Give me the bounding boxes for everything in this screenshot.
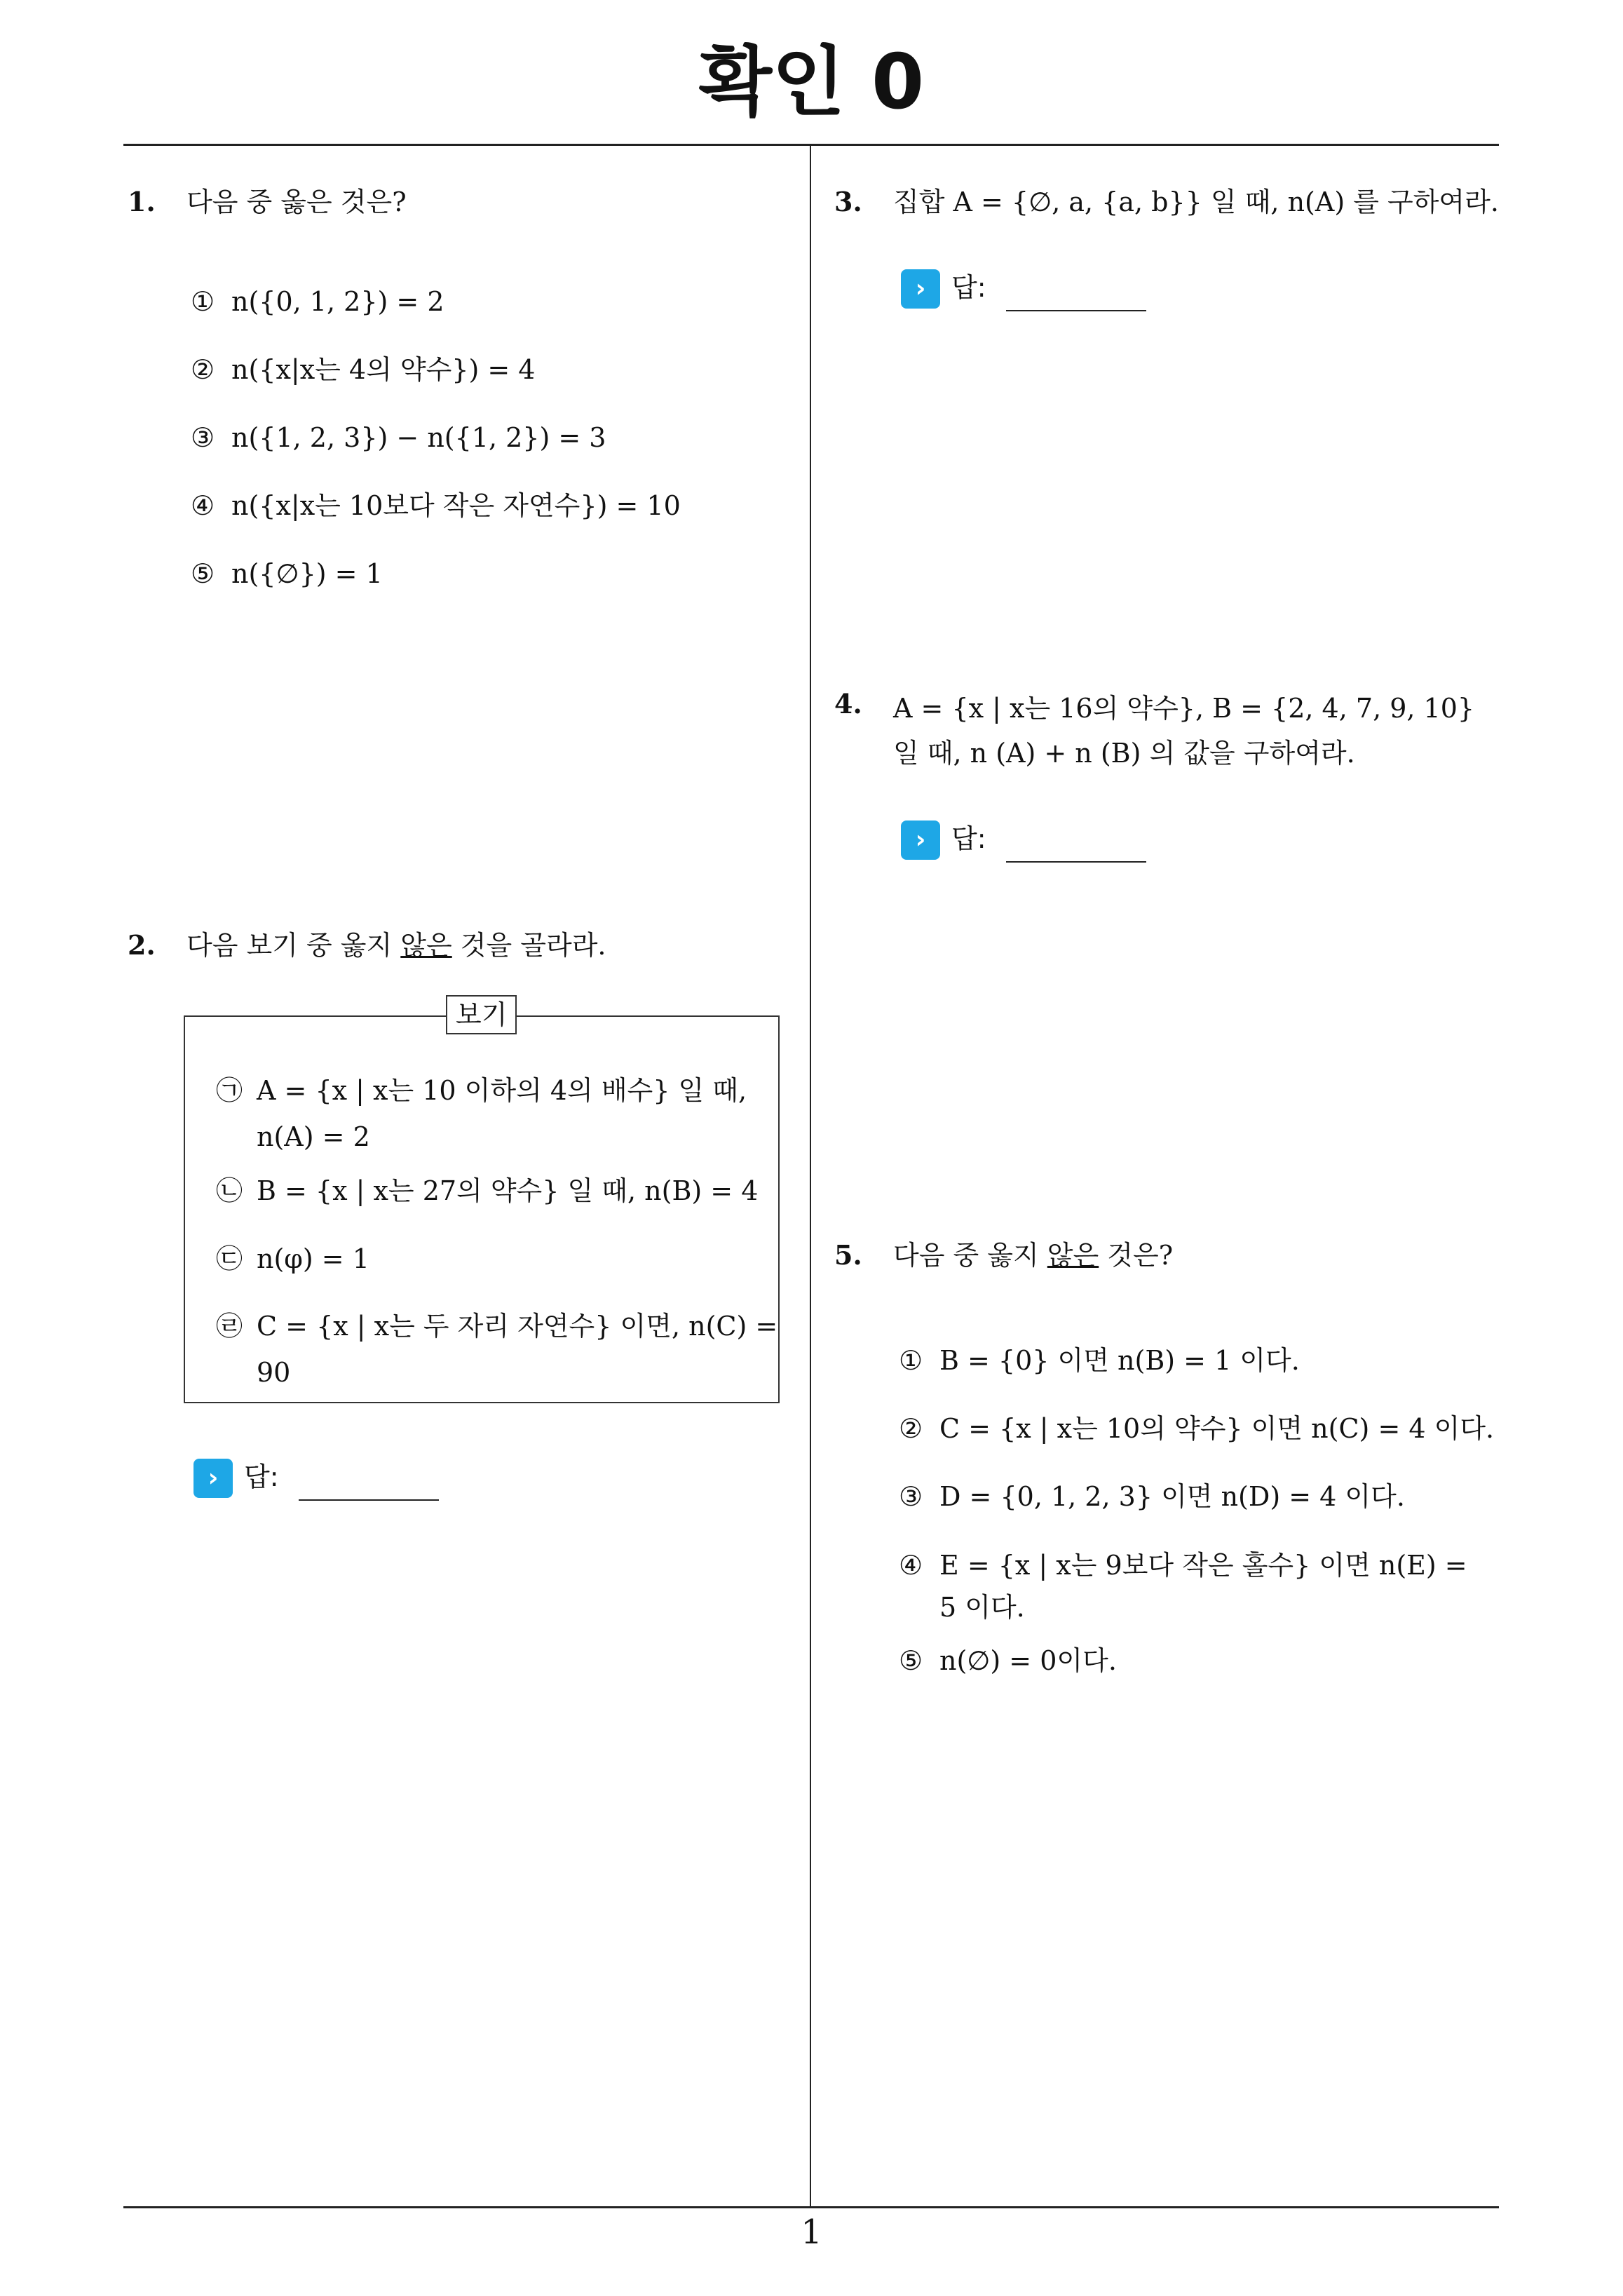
question-text: 다음 보기 중 옳지 않은 것을 골라라. [186, 930, 606, 961]
bogi-text: n(φ) = 1 [257, 1243, 369, 1274]
option-mark: ④ [899, 1550, 923, 1581]
bogi-text: A = {x | x는 10 이하의 4의 배수} 일 때, n(A) = 2 [257, 1075, 747, 1152]
q1-option-3 [191, 419, 606, 456]
q1-option-2 [191, 351, 535, 388]
option-mark: ③ [191, 422, 215, 453]
q5-option-3 [899, 1478, 1405, 1515]
option-mark: ① [899, 1345, 923, 1376]
option-mark: ⑤ [191, 558, 215, 589]
chevron-right-icon: › [901, 269, 940, 309]
option-text: n({0, 1, 2}) = 2 [231, 286, 444, 317]
option-text: n(∅) = 0이다. [939, 1645, 1117, 1676]
bogi-mark: ㉣ [216, 1311, 243, 1342]
answer-label: 답: [244, 1461, 279, 1492]
option-mark: ② [191, 354, 215, 385]
header-rule [123, 144, 1499, 146]
answer-blank[interactable] [299, 1499, 439, 1501]
option-text: D = {0, 1, 2, 3} 이면 n(D) = 4 이다. [939, 1481, 1405, 1512]
q5-option-4 [899, 1544, 1474, 1628]
bogi-item-1 [216, 1067, 789, 1160]
underlined-word: 않은 [1047, 1240, 1099, 1271]
bogi-text: B = {x | x는 27의 약수} 일 때, n(B) = 4 [257, 1175, 759, 1206]
bogi-item-3 [216, 1236, 789, 1282]
question-text: 다음 중 옳은 것은? [186, 187, 407, 217]
bogi-mark: ㉢ [216, 1243, 243, 1274]
option-mark: ④ [191, 490, 215, 521]
question-number: 5. [834, 1239, 862, 1271]
option-text: n({1, 2, 3}) − n({1, 2}) = 3 [231, 422, 606, 453]
answer-label: 답: [951, 272, 986, 303]
answer-blank[interactable] [1006, 310, 1146, 311]
question-number: 1. [128, 186, 156, 217]
question-number: 4. [834, 688, 862, 720]
column-divider [810, 146, 811, 2208]
question-text: A = {x | x는 16의 약수}, B = {2, 4, 7, 9, 10} 일 때, n (A) + n (B) 의 값을 구하여라. [893, 693, 1475, 769]
option-mark: ③ [899, 1481, 923, 1512]
q1-option-5 [191, 555, 383, 592]
bogi-title: 보기 [446, 995, 517, 1034]
option-text: C = {x | x는 10의 약수} 이면 n(C) = 4 이다. [939, 1413, 1495, 1444]
question-number: 2. [128, 929, 156, 961]
bogi-item-4 [216, 1303, 789, 1396]
option-text: E = {x | x는 9보다 작은 홀수} 이면 n(E) = 5 이다. [939, 1550, 1467, 1623]
chevron-right-icon: › [901, 821, 940, 860]
option-text: n({x|x는 4의 약수}) = 4 [231, 354, 536, 385]
question-text: 다음 중 옳지 않은 것은? [893, 1240, 1174, 1271]
page-title: 확인 0 [698, 39, 925, 126]
q5-option-1 [899, 1342, 1300, 1379]
option-text: B = {0} 이면 n(B) = 1 이다. [939, 1345, 1300, 1376]
bogi-item-2 [216, 1168, 789, 1214]
question-text: 집합 A = {∅, a, {a, b}} 일 때, n(A) 를 구하여라. [893, 187, 1499, 217]
page-number: 1 [801, 2213, 822, 2252]
q1-option-4 [191, 487, 681, 524]
bogi-mark: ㉠ [216, 1075, 243, 1106]
answer-blank[interactable] [1006, 861, 1146, 863]
option-text: n({x|x는 10보다 작은 자연수}) = 10 [231, 490, 681, 521]
option-mark: ① [191, 286, 215, 317]
chevron-right-icon: › [193, 1459, 233, 1498]
answer-label: 답: [951, 823, 986, 854]
q1-option-1 [191, 283, 444, 320]
option-text: n({∅}) = 1 [231, 558, 383, 589]
question-number: 3. [834, 186, 862, 217]
option-mark: ⑤ [899, 1645, 923, 1676]
underlined-word: 않은 [400, 930, 452, 961]
bogi-text: C = {x | x는 두 자리 자연수} 이면, n(C) = 90 [257, 1311, 778, 1388]
option-mark: ② [899, 1413, 923, 1444]
q5-option-2 [899, 1410, 1494, 1447]
q5-option-5 [899, 1642, 1117, 1679]
footer-rule [123, 2206, 1499, 2208]
bogi-mark: ㉡ [216, 1175, 243, 1206]
